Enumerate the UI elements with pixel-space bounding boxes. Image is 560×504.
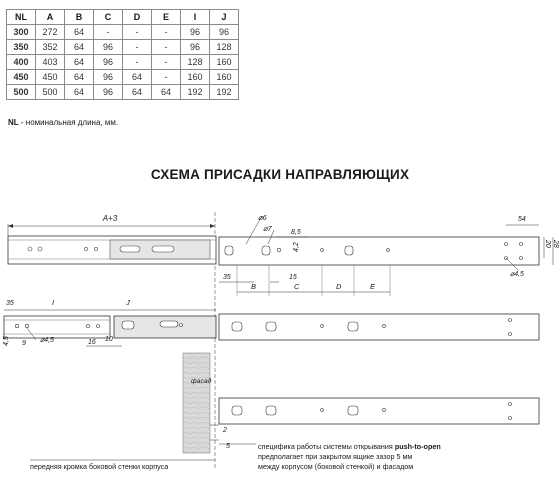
dim-label-d6: ⌀6 [258, 213, 267, 222]
table-cell: 64 [65, 40, 94, 55]
table-cell: 96 [94, 85, 123, 100]
table-cell: 64 [65, 25, 94, 40]
table-cell: 160 [181, 70, 210, 85]
table-cell: 96 [94, 70, 123, 85]
table-cell: 160 [210, 70, 239, 85]
push-note-line2: предполагает при закрытом ящике зазор 5 мм [258, 452, 413, 461]
column-header: B [65, 10, 94, 25]
dim-label-4-2: 4,2 [293, 242, 300, 252]
slide-split-view [4, 298, 216, 338]
column-header: C [94, 10, 123, 25]
side-panel-rail-bottom [219, 398, 539, 424]
front-edge-note: передняя кромка боковой стенки корпуса [30, 462, 169, 471]
dim-label-10: 10 [105, 336, 113, 343]
dim-label-4-5-vert: 4,5 [3, 336, 10, 346]
dim-label-2: 2 [223, 427, 227, 434]
push-note-line1-prefix: специфика работы системы открывания [258, 442, 395, 451]
side-panel-rail-middle [219, 314, 539, 340]
dim-label-d4-5-right: ⌀4,5 [510, 271, 524, 278]
column-header: E [152, 10, 181, 25]
dim-label-54: 54 [518, 216, 526, 223]
facade-label: фасад [191, 378, 212, 385]
table-cell: - [94, 25, 123, 40]
table-cell: 96 [181, 25, 210, 40]
dim-label-j: J [126, 298, 130, 307]
dim-label-b: B [251, 282, 257, 291]
table-cell: 450 [36, 70, 65, 85]
table-cell: - [123, 55, 152, 70]
table-cell: 500 [36, 85, 65, 100]
dim-label-20: 20 [544, 240, 551, 248]
table-cell: 64 [152, 85, 181, 100]
side-panel-rail-top [219, 237, 539, 265]
table-cell: 64 [123, 85, 152, 100]
table-cell: - [152, 55, 181, 70]
table-cell: - [152, 70, 181, 85]
table-cell: 403 [36, 55, 65, 70]
dims-bcde [219, 265, 390, 296]
column-header: A [36, 10, 65, 25]
table-cell: 128 [210, 40, 239, 55]
dim-a-plus-3 [8, 214, 215, 236]
column-header: D [123, 10, 152, 25]
push-note-bold: push-to-open [394, 442, 441, 451]
table-cell: - [152, 40, 181, 55]
table-cell: - [152, 25, 181, 40]
scheme-title: СХЕМА ПРИСАДКИ НАПРАВЛЯЮЩИХ [150, 167, 410, 182]
table-cell: 400 [7, 55, 36, 70]
dim-label-e: E [370, 282, 376, 291]
table-cell: 128 [181, 55, 210, 70]
dim-label-15: 15 [289, 274, 297, 281]
dim-label-5: 5 [226, 443, 230, 450]
dim-label-d4-5-left: ⌀4,5 [40, 337, 54, 344]
dim-label-35-top: 35 [223, 274, 231, 281]
table-cell: 96 [94, 55, 123, 70]
table-cell: 350 [7, 40, 36, 55]
table-cell: 300 [7, 25, 36, 40]
dim-label-16: 16 [88, 339, 96, 346]
column-header: J [210, 10, 239, 25]
table-cell: 64 [65, 70, 94, 85]
facade-panel [183, 353, 212, 453]
table-cell: 450 [7, 70, 36, 85]
dim-label-c: C [294, 282, 300, 291]
slide-side-view [8, 236, 216, 264]
footnote-abbr: NL [8, 118, 19, 127]
table-cell: 64 [65, 85, 94, 100]
table-cell: 160 [210, 55, 239, 70]
dim-label-35-left: 35 [6, 300, 14, 307]
table-cell: 64 [65, 55, 94, 70]
column-header: NL [7, 10, 36, 25]
dim-label-a-plus-3: A+3 [102, 214, 118, 223]
table-cell: 96 [210, 25, 239, 40]
dim-label-d7: ⌀7 [263, 224, 272, 233]
dim-label-8-5: 8,5 [291, 229, 301, 236]
dims-gap [30, 425, 256, 460]
table-cell: 352 [36, 40, 65, 55]
table-cell: 64 [123, 70, 152, 85]
table-cell: - [123, 25, 152, 40]
table-cell: 96 [94, 40, 123, 55]
table-cell: - [123, 40, 152, 55]
dim-label-i: I [52, 298, 55, 307]
table-cell: 96 [181, 40, 210, 55]
column-header: I [181, 10, 210, 25]
table-cell: 192 [210, 85, 239, 100]
dim-label-d: D [336, 282, 342, 291]
dim-label-28: 28 [552, 240, 559, 248]
footnote-text: - номинальная длина, мм. [18, 118, 119, 127]
push-note-line3: между корпусом (боковой стенкой) и фасадом [258, 462, 414, 471]
dim-label-9: 9 [22, 340, 26, 347]
push-to-open-note [258, 442, 441, 472]
table-cell: 192 [181, 85, 210, 100]
table-cell: 500 [7, 85, 36, 100]
table-cell: 272 [36, 25, 65, 40]
